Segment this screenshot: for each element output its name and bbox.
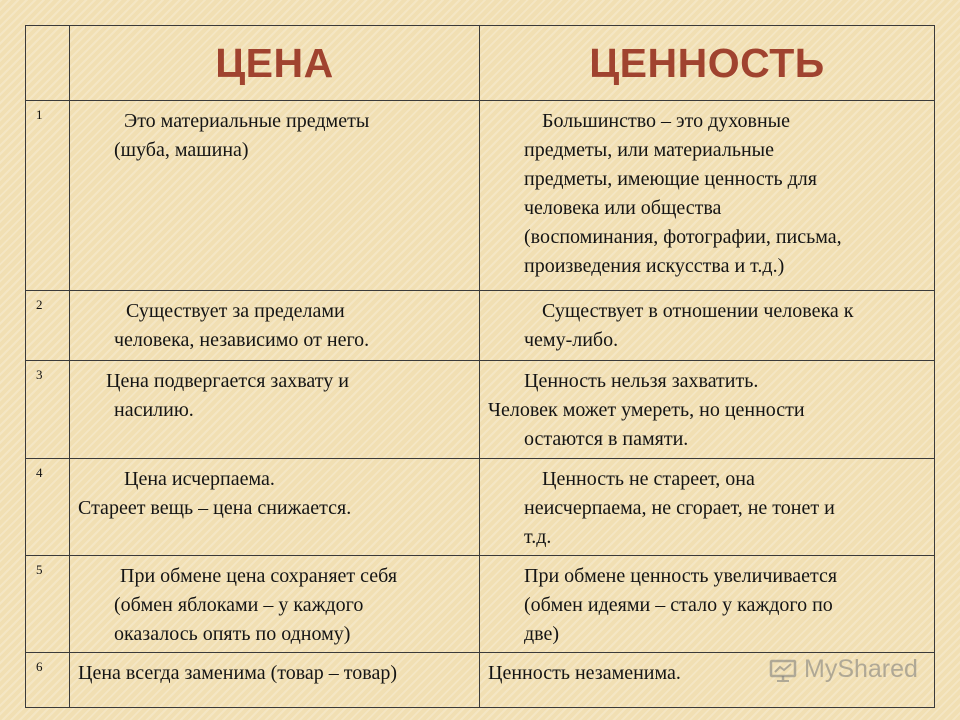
cell-line: Существует в отношении человека к [542,300,854,322]
presentation-icon [768,658,798,682]
cell-line: насилию. [114,399,194,421]
cell-line: Существует за пределами [126,300,345,322]
row-number: 2 [26,291,70,361]
cell-line: произведения искусства и т.д.) [524,255,785,277]
value-cell [480,556,935,653]
row-number: 4 [26,459,70,556]
value-cell [480,361,935,459]
table-row [26,101,935,291]
value-cell [480,459,935,556]
comparison-table [25,25,935,708]
cell-line: Человек может умереть, но ценности [488,399,805,421]
cell-line: две) [524,623,560,645]
cell-line: (шуба, машина) [114,139,249,161]
header-value: ЦЕННОСТЬ [480,26,935,101]
table-header-row [26,26,935,101]
cell-line: предметы, имеющие ценность для [524,168,817,190]
cell-line: оказалось опять по одному) [114,623,351,645]
cell-line: Ценность не стареет, она [542,468,755,490]
price-cell [70,101,480,291]
value-cell [480,101,935,291]
cell-line: т.д. [524,526,552,548]
value-cell [480,291,935,361]
cell-line: Цена всегда заменима (товар – товар) [78,662,397,684]
cell-line: чему-либо. [524,329,619,351]
cell-line: Ценность нельзя захватить. [524,370,759,392]
table-row [26,291,935,361]
cell-line: Цена подвергается захвату и [106,370,349,392]
table-row [26,459,935,556]
row-number: 5 [26,556,70,653]
header-num-cell [26,26,70,101]
price-cell [70,291,480,361]
row-number: 3 [26,361,70,459]
cell-line: Стареет вещь – цена снижается. [78,497,352,519]
table-row [26,556,935,653]
cell-line: остаются в памяти. [524,428,689,450]
cell-line: человека, независимо от него. [114,329,370,351]
row-number: 6 [26,653,70,708]
cell-line: (воспоминания, фотографии, письма, [524,226,842,248]
cell-line: предметы, или материальные [524,139,774,161]
cell-line: неисчерпаема, не сгорает, не тонет и [524,497,835,519]
price-cell [70,459,480,556]
header-price: ЦЕНА [70,26,480,101]
table-row [26,361,935,459]
cell-line: При обмене ценность увеличивается [524,565,838,587]
price-cell [70,653,480,708]
cell-line: Это материальные предметы [124,110,370,132]
watermark-text: MyShared [804,655,918,683]
cell-line: При обмене цена сохраняет себя [120,565,398,587]
cell-line: Большинство – это духовные [542,110,790,132]
cell-line: Цена исчерпаема. [124,468,275,490]
cell-line: (обмен яблоками – у каждого [114,594,364,616]
price-cell [70,361,480,459]
cell-line: человека или общества [524,197,722,219]
row-number: 1 [26,101,70,291]
price-cell [70,556,480,653]
cell-line: (обмен идеями – стало у каждого по [524,594,833,616]
cell-line: Ценность незаменима. [488,662,681,684]
watermark [768,655,918,684]
